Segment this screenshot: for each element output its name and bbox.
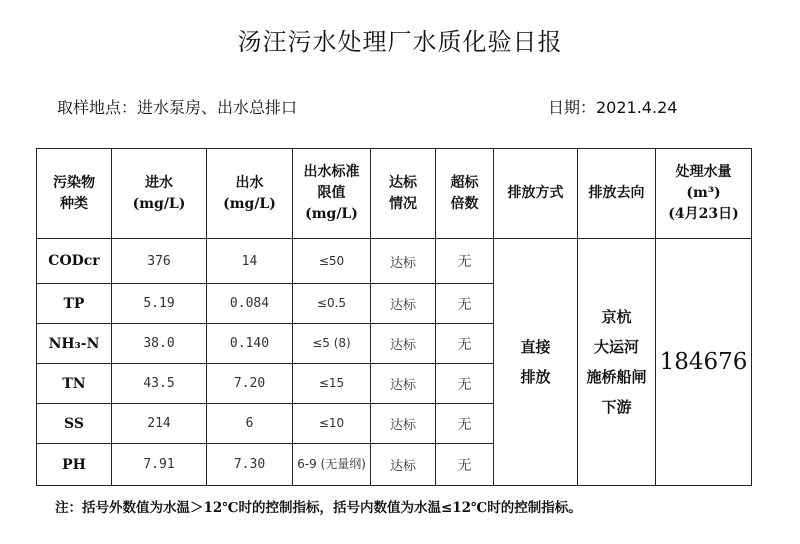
header-pollutant <box>37 149 112 239</box>
header-line: 超标 <box>450 174 479 191</box>
compliance-status: 达标 <box>371 364 436 404</box>
exceed-multiple: 无 <box>436 364 494 404</box>
limit-value: ≤0.5 <box>293 284 371 324</box>
exceed-multiple: 无 <box>436 239 494 284</box>
table-row <box>37 239 752 284</box>
pollutant-name: TN <box>37 364 112 404</box>
pollutant-name: NH₃-N <box>37 324 112 364</box>
outflow-value: 6 <box>207 404 293 444</box>
header-discharge-destination: 排放去向 <box>578 149 656 239</box>
exceed-multiple: 无 <box>436 324 494 364</box>
limit-value: ≤10 <box>293 404 371 444</box>
header-line: 污染物 <box>53 174 95 191</box>
inflow-value: 7.91 <box>112 444 207 486</box>
compliance-status: 达标 <box>371 324 436 364</box>
discharge-method-line: 排放 <box>520 368 551 386</box>
header-discharge-method: 排放方式 <box>494 149 578 239</box>
header-line: (mg/L) <box>132 195 186 212</box>
inflow-value: 5.19 <box>112 284 207 324</box>
header-line: (mg/L) <box>223 195 276 212</box>
limit-value: 6-9 (无量纲) <box>293 444 371 486</box>
limit-value: ≤15 <box>293 364 371 404</box>
header-line: 种类 <box>60 195 88 212</box>
header-line: 达标 <box>389 174 417 191</box>
pollutant-name: CODcr <box>37 239 112 284</box>
exceed-multiple: 无 <box>436 284 494 324</box>
report-date: 日期：2021.4.24 <box>548 98 678 117</box>
discharge-destination-cell <box>578 239 656 486</box>
discharge-method-cell <box>494 239 578 486</box>
header-limit <box>293 149 371 239</box>
compliance-status: 达标 <box>371 284 436 324</box>
header-line: 进水 <box>145 174 173 191</box>
limit-value: ≤50 <box>293 239 371 284</box>
report-title: 汤汪污水处理厂水质化验日报 <box>237 28 563 56</box>
outflow-value: 7.30 <box>207 444 293 486</box>
limit-value: ≤5 (8) <box>293 324 371 364</box>
header-line: 限值 <box>317 185 346 201</box>
header-line: (4月23日) <box>668 206 739 222</box>
compliance-status: 达标 <box>371 404 436 444</box>
header-line: 倍数 <box>450 195 479 212</box>
header-outflow <box>207 149 293 239</box>
compliance-status: 达标 <box>371 444 436 486</box>
inflow-value: 43.5 <box>112 364 207 404</box>
header-line: (mg/L) <box>305 206 358 222</box>
header-line: 处理水量 <box>675 164 732 180</box>
header-line: 出水标准 <box>303 164 360 180</box>
destination-line: 施桥船闸 <box>586 368 647 386</box>
destination-line: 大运河 <box>593 338 639 356</box>
destination-line: 京杭 <box>601 308 632 326</box>
discharge-method-line: 直接 <box>520 338 551 356</box>
inflow-value: 376 <box>112 239 207 284</box>
header-line: 情况 <box>389 195 417 212</box>
header-inflow <box>112 149 207 239</box>
header-line: 出水 <box>235 174 264 191</box>
outflow-value: 0.084 <box>207 284 293 324</box>
exceed-multiple: 无 <box>436 404 494 444</box>
pollutant-name: PH <box>37 444 112 486</box>
destination-line: 下游 <box>601 398 632 416</box>
header-line: (m³) <box>686 185 721 201</box>
outflow-value: 14 <box>207 239 293 284</box>
pollutant-name: SS <box>37 404 112 444</box>
treated-volume-value: 184676 <box>656 239 752 486</box>
exceed-multiple: 无 <box>436 444 494 486</box>
header-treated-volume <box>656 149 752 239</box>
footnote: 注：括号外数值为水温＞12℃时的控制指标，括号内数值为水温≤12℃时的控制指标。 <box>55 500 582 516</box>
header-exceed <box>436 149 494 239</box>
header-compliance <box>371 149 436 239</box>
inflow-value: 214 <box>112 404 207 444</box>
outflow-value: 0.140 <box>207 324 293 364</box>
pollutant-name: TP <box>37 284 112 324</box>
header-row <box>37 149 752 239</box>
water-quality-table <box>36 148 752 486</box>
sampling-location: 取样地点：进水泵房、出水总排口 <box>57 98 298 117</box>
compliance-status: 达标 <box>371 239 436 284</box>
outflow-value: 7.20 <box>207 364 293 404</box>
inflow-value: 38.0 <box>112 324 207 364</box>
